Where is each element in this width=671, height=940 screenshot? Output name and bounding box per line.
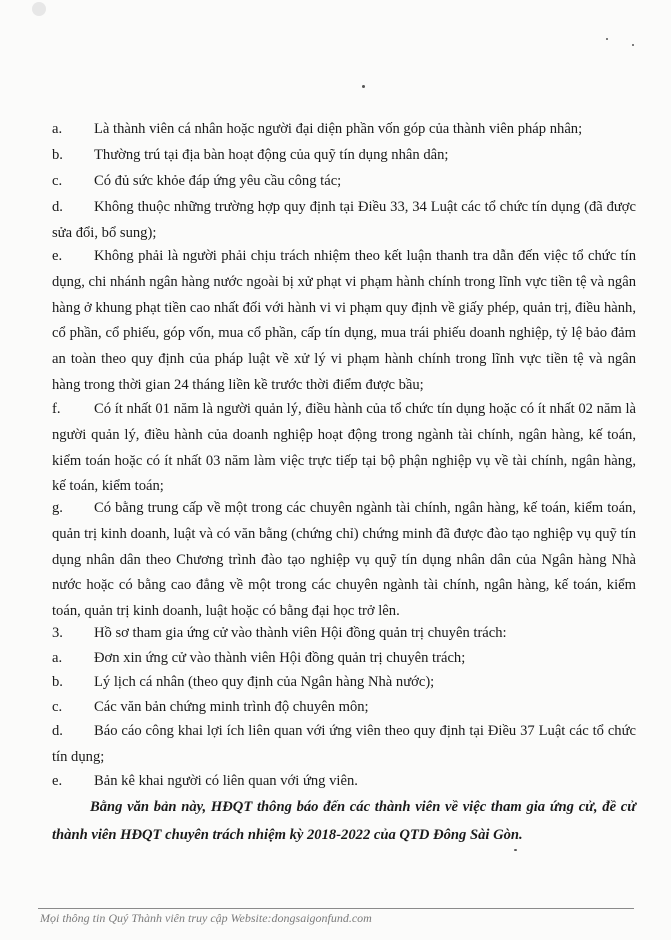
item-marker: a. xyxy=(52,121,63,137)
item-d-law xyxy=(52,195,636,247)
speck xyxy=(362,85,365,88)
dossier-item-e xyxy=(52,769,636,795)
section-3-dossier xyxy=(52,621,636,647)
section-text: Hồ sơ tham gia ứng cử vào thành viên Hội đồng quản trị chuyên trách: xyxy=(94,625,507,641)
dossier-item-d xyxy=(52,719,636,771)
footer-website-note: Mọi thông tin Quý Thành viên truy cập Website:dongsaigonfund.com xyxy=(40,911,372,925)
item-text: Lý lịch cá nhân (theo quy định của Ngân hàng Nhà nước); xyxy=(94,674,435,690)
speck xyxy=(606,38,608,40)
item-marker: e. xyxy=(52,248,63,264)
dossier-item-a xyxy=(52,646,636,672)
dossier-item-b xyxy=(52,670,636,696)
item-c-health xyxy=(52,169,636,195)
item-text: Không phải là người phải chịu trách nhiệm theo kết luận thanh tra dẫn đến việc tổ chức tín dụng, chi nhánh ngân hàng nước ngoài bị xử phạt vi phạm hành chính trong lĩnh vực tiền tệ và ngân hàng ở khung phạt tiền cao nhất đối với hành vi vi phạm quy định về giấy phép, quản trị, điều hành, cổ phần, cổ phiếu, góp vốn, mua cổ phần, cấp tín dụng, mua trái phiếu doanh nghiệp, tỷ lệ bảo đảm an toàn theo quy định của pháp luật về xử lý vi phạm hành chính trong lĩnh vực tiền tệ và ngân hàng trong thời gian 24 tháng liền kề trước thời điểm được bầu; xyxy=(52,248,636,393)
item-marker: c. xyxy=(52,699,63,715)
corner-mark xyxy=(32,2,46,16)
speck xyxy=(632,44,634,46)
item-marker: d. xyxy=(52,199,63,215)
item-text: Bản kê khai người có liên quan với ứng viên. xyxy=(94,773,358,789)
item-marker: d. xyxy=(52,723,63,739)
item-b-residence xyxy=(52,143,636,169)
speck xyxy=(514,849,517,851)
item-text: Đơn xin ứng cử vào thành viên Hội đồng quản trị chuyên trách; xyxy=(94,650,466,666)
footer-divider xyxy=(38,908,634,909)
dossier-item-c xyxy=(52,695,636,721)
item-marker: b. xyxy=(52,674,63,690)
item-marker: e. xyxy=(52,773,63,789)
item-text: Có ít nhất 01 năm là người quản lý, điều hành của tổ chức tín dụng hoặc có ít nhất 02 năm là người quản lý, điều hành của doanh nghiệp hoạt động trong ngành tài chính, ngân hàng, kế toán, kiểm toán hoặc có ít nhất 03 năm làm việc trực tiếp tại bộ phận nghiệp vụ về tài chính, ngân hàng, kế toán, kiểm toán; xyxy=(52,401,636,495)
item-text: Thường trú tại địa bàn hoạt động của quỹ tín dụng nhân dân; xyxy=(94,147,449,163)
item-text: Có bằng trung cấp về một trong các chuyên ngành tài chính, ngân hàng, kế toán, kiểm toán, quản trị kinh doanh, luật và có văn bằng (chứng chỉ) chứng minh đã được đào tạo nghiệp vụ quỹ tín dụng nhân dân theo Chương trình đào tạo nghiệp vụ quỹ tín dụng nhân dân của Ngân hàng Nhà nước hoặc có bằng cao đẳng về một trong các chuyên ngành tài chính, ngân hàng, kế toán, kiểm toán, quản trị kinh doanh, luật hoặc có bằng đại học trở lên. xyxy=(52,500,636,620)
item-f-experience xyxy=(52,397,636,500)
item-a-member xyxy=(52,117,636,143)
item-text: Không thuộc những trường hợp quy định tại Điều 33, 34 Luật các tổ chức tín dụng (đã được sửa đổi, bổ sung); xyxy=(52,199,636,241)
item-text: Các văn bản chứng minh trình độ chuyên môn; xyxy=(94,699,369,715)
section-marker: 3. xyxy=(52,625,63,641)
item-text: Báo cáo công khai lợi ích liên quan với ứng viên theo quy định tại Điều 37 Luật các tổ chức tín dụng; xyxy=(52,723,636,765)
item-e-responsibility xyxy=(52,244,636,399)
closing-text: Bằng văn bản này, HĐQT thông báo đến các thành viên về việc tham gia ứng cử, đề cử thành viên HĐQT chuyên trách nhiệm kỳ 2018-2022 của QTD Đông Sài Gòn. xyxy=(52,799,636,843)
item-marker: f. xyxy=(52,401,61,417)
item-marker: b. xyxy=(52,147,63,163)
item-marker: c. xyxy=(52,173,63,189)
item-text: Có đủ sức khỏe đáp ứng yêu cầu công tác; xyxy=(94,173,342,189)
item-marker: a. xyxy=(52,650,63,666)
item-text: Là thành viên cá nhân hoặc người đại diện phần vốn góp của thành viên pháp nhân; xyxy=(94,121,583,137)
closing-statement xyxy=(52,793,636,849)
item-g-qualification xyxy=(52,496,636,625)
item-marker: g. xyxy=(52,500,63,516)
